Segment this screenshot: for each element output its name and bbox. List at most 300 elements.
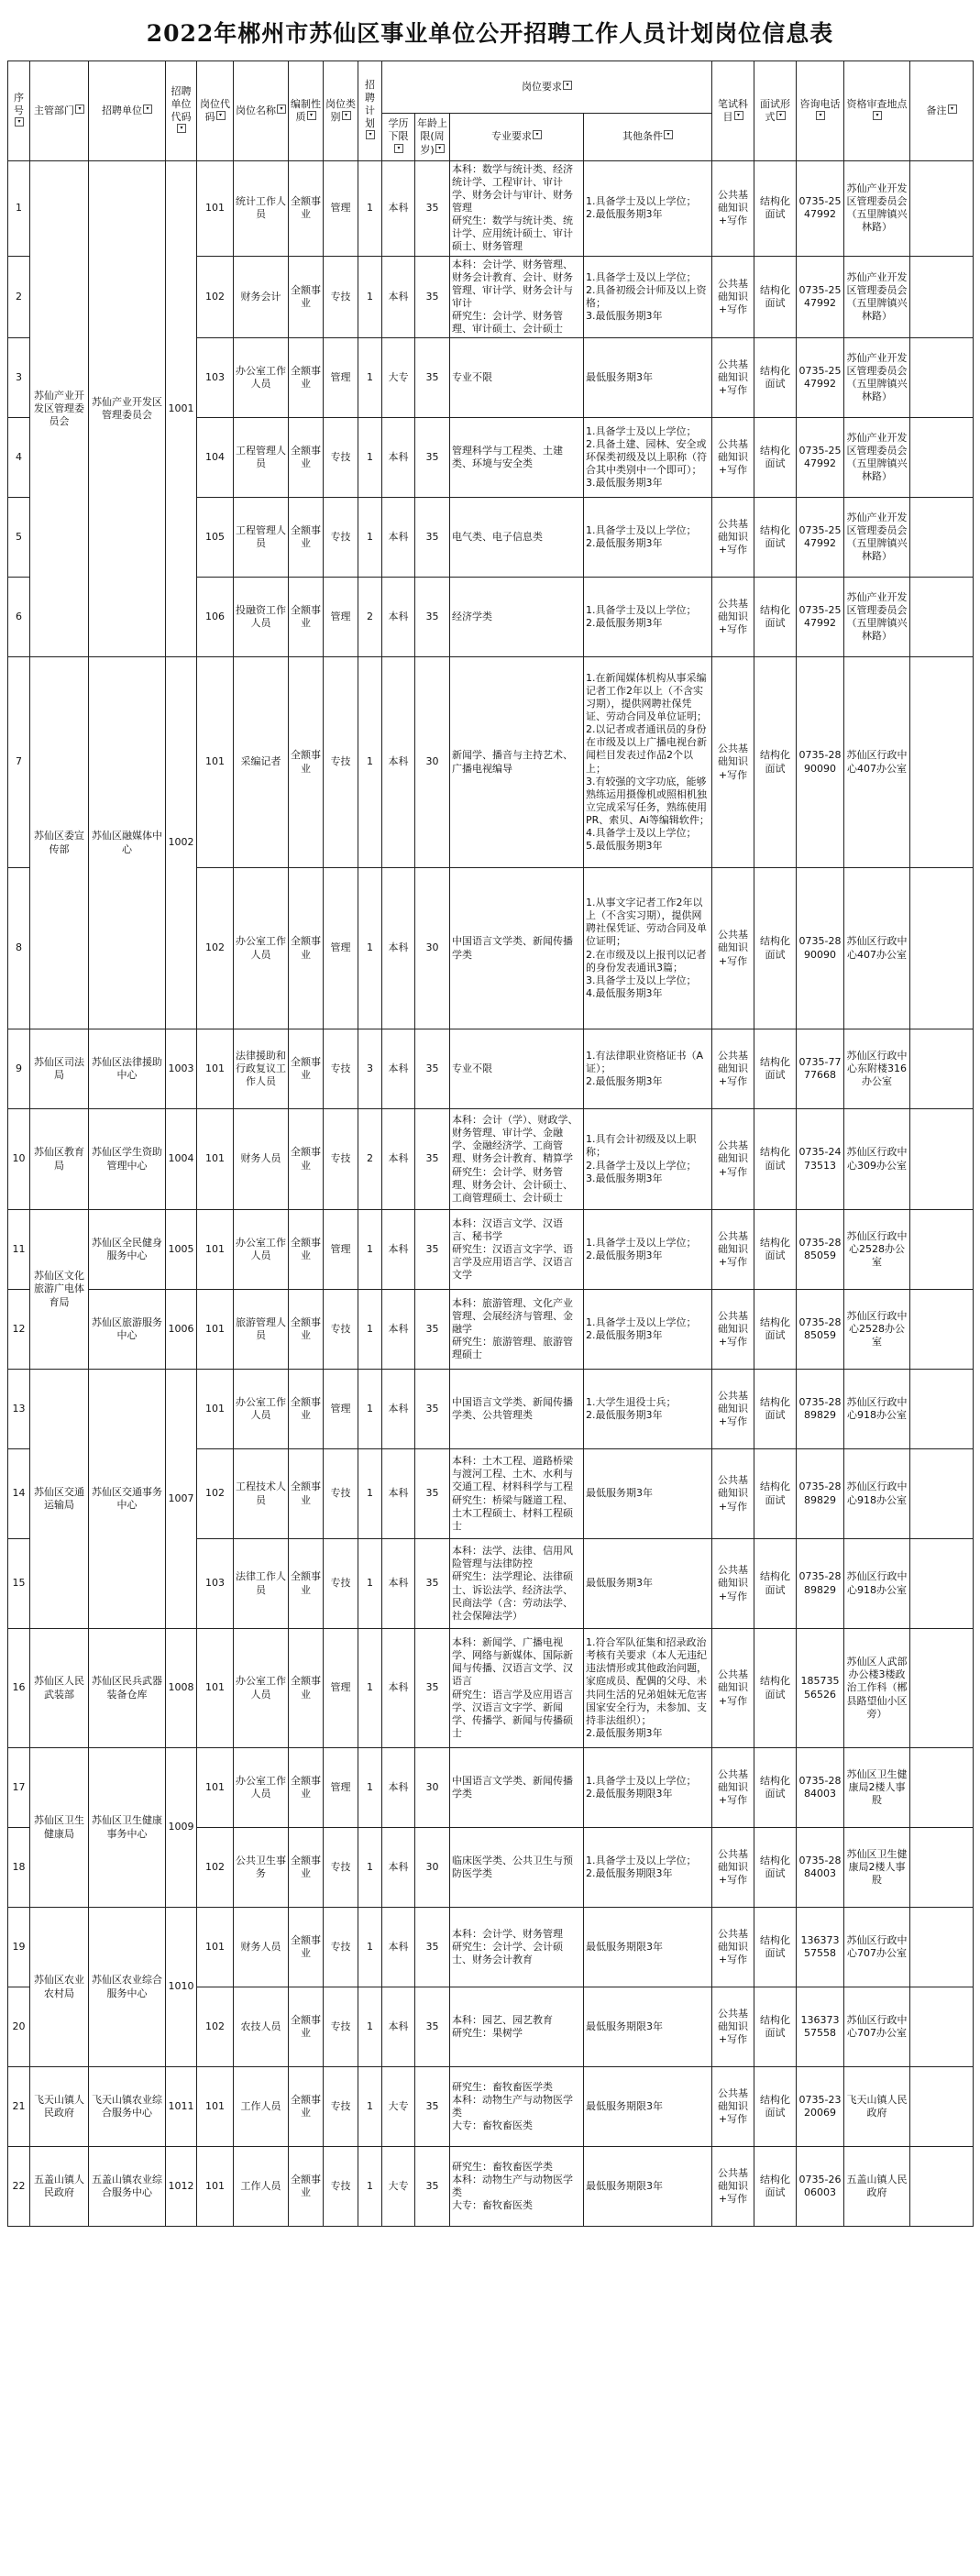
cell-age: 35 [415, 1109, 450, 1210]
cell-dept: 苏仙区文化旅游广电体育局 [30, 1210, 89, 1370]
cell-interview: 结构化面试 [754, 578, 797, 657]
cell-written: 公共基础知识+写作 [712, 1748, 754, 1828]
cell-seq: 17 [8, 1748, 30, 1828]
cell-interview: 结构化面试 [754, 498, 797, 578]
cell-plan: 2 [358, 1109, 382, 1210]
cell-category: 管理 [324, 578, 358, 657]
cell-edu: 本科 [382, 1370, 415, 1449]
cell-plan: 1 [358, 161, 382, 257]
cell-edu: 大专 [382, 338, 415, 418]
cell-phone: 0735-7777668 [797, 1029, 844, 1109]
document-page [7, 7, 973, 2569]
cell-review: 苏仙区行政中心2528办公室 [844, 1290, 910, 1370]
cell-interview: 结构化面试 [754, 1449, 797, 1539]
cell-dept: 苏仙区委宣传部 [30, 657, 89, 1029]
cell-phone: 13637357558 [797, 1987, 844, 2067]
cell-interview: 结构化面试 [754, 338, 797, 418]
cell-unit-code: 1005 [166, 1210, 197, 1290]
cell-pos-name: 财务人员 [234, 1109, 289, 1210]
cell-unit-code: 1008 [166, 1629, 197, 1748]
cell-other: 1.符合军队征集和招录政治考核有关要求（本人无违纪违法情形或其他政治问题，家庭成员、配偶的父母、未共同生活的兄弟姐妹无危害国家安全行为，未参加、支持非法组织）； 2.最低服务期3年 [584, 1629, 712, 1748]
cell-phone: 0735-2547992 [797, 418, 844, 498]
cell-other: 1.具备学士及以上学位； 2.最低服务期3年 [584, 578, 712, 657]
cell-seq: 20 [8, 1987, 30, 2067]
table-row [8, 1370, 974, 1449]
cell-seq: 18 [8, 1828, 30, 1908]
cell-edu: 大专 [382, 2067, 415, 2147]
cell-note [910, 2067, 974, 2147]
cell-dept: 苏仙区教育局 [30, 1109, 89, 1210]
cell-interview: 结构化面试 [754, 1908, 797, 1987]
cell-unit-code: 1002 [166, 657, 197, 1029]
cell-unit-code: 1010 [166, 1908, 197, 2067]
cell-pos-code: 101 [197, 1109, 234, 1210]
cell-pos-name: 办公室工作人员 [234, 1370, 289, 1449]
cell-plan: 1 [358, 338, 382, 418]
header-review: 资格审查地点▾ [844, 61, 910, 161]
cell-note [910, 1828, 974, 1908]
cell-review: 苏仙区行政中心407办公室 [844, 657, 910, 868]
cell-major: 本科：旅游管理、文化产业管理、会展经济与管理、金融学 研究生：旅游管理、旅游管理硕士 [450, 1290, 584, 1370]
cell-seq: 12 [8, 1290, 30, 1370]
cell-unit-code: 1007 [166, 1370, 197, 1629]
cell-note [910, 1908, 974, 1987]
cell-note [910, 1029, 974, 1109]
cell-written: 公共基础知识+写作 [712, 1539, 754, 1629]
cell-plan: 3 [358, 1029, 382, 1109]
cell-nature: 全额事业 [289, 1449, 324, 1539]
cell-edu: 本科 [382, 1210, 415, 1290]
cell-category: 管理 [324, 1210, 358, 1290]
cell-unit: 苏仙区融媒体中心 [89, 657, 166, 1029]
cell-age: 35 [415, 161, 450, 257]
cell-age: 30 [415, 1748, 450, 1828]
header-seq: 序号▾ [8, 61, 30, 161]
cell-interview: 结构化面试 [754, 1987, 797, 2067]
cell-unit: 苏仙区交通事务中心 [89, 1370, 166, 1629]
cell-dept: 苏仙区农业农村局 [30, 1908, 89, 2067]
cell-major: 本科：会计（学）、财政学、财务管理、审计学、金融学、金融经济学、工商管理、财务会计教育、精算学 研究生：会计学、财务管理、财务会计、会计硕士、工商管理硕士、会计硕士 [450, 1109, 584, 1210]
cell-plan: 1 [358, 1539, 382, 1629]
cell-unit: 飞天山镇农业综合服务中心 [89, 2067, 166, 2147]
cell-pos-name: 办公室工作人员 [234, 1748, 289, 1828]
cell-phone: 13637357558 [797, 1908, 844, 1987]
cell-edu: 本科 [382, 256, 415, 337]
cell-pos-code: 101 [197, 1748, 234, 1828]
header-other: 其他条件 ▾ [584, 114, 712, 161]
table-body [8, 161, 974, 2227]
cell-pos-name: 办公室工作人员 [234, 1210, 289, 1290]
cell-written: 公共基础知识+写作 [712, 2067, 754, 2147]
cell-pos-name: 法律援助和行政复议工作人员 [234, 1029, 289, 1109]
table-row [8, 1629, 974, 1748]
cell-age: 35 [415, 1908, 450, 1987]
cell-written: 公共基础知识+写作 [712, 1629, 754, 1748]
cell-note [910, 1987, 974, 2067]
cell-seq: 22 [8, 2147, 30, 2227]
cell-edu: 本科 [382, 1109, 415, 1210]
cell-review: 苏仙产业开发区管理委员会（五里牌镇兴林路） [844, 498, 910, 578]
cell-other: 最低服务期限3年 [584, 2067, 712, 2147]
cell-phone: 0735-2547992 [797, 578, 844, 657]
cell-category: 管理 [324, 1629, 358, 1748]
cell-pos-code: 102 [197, 256, 234, 337]
cell-interview: 结构化面试 [754, 256, 797, 337]
cell-dept: 苏仙产业开发区管理委员会 [30, 161, 89, 657]
cell-note [910, 498, 974, 578]
cell-interview: 结构化面试 [754, 1370, 797, 1449]
cell-nature: 全额事业 [289, 578, 324, 657]
cell-review: 苏仙产业开发区管理委员会（五里牌镇兴林路） [844, 338, 910, 418]
cell-note [910, 161, 974, 257]
cell-nature: 全额事业 [289, 1370, 324, 1449]
cell-review: 苏仙区行政中心东附楼316办公室 [844, 1029, 910, 1109]
cell-plan: 1 [358, 1370, 382, 1449]
cell-written: 公共基础知识+写作 [712, 1828, 754, 1908]
cell-seq: 4 [8, 418, 30, 498]
cell-phone: 0735-2890090 [797, 657, 844, 868]
cell-other: 1.具备学士及以上学位； 2.具备土建、园林、安全或环保类初级及以上职称（符合其中类别中一个即可）； 3.最低服务期3年 [584, 418, 712, 498]
cell-note [910, 1109, 974, 1210]
cell-nature: 全额事业 [289, 418, 324, 498]
cell-written: 公共基础知识+写作 [712, 1290, 754, 1370]
cell-written: 公共基础知识+写作 [712, 1109, 754, 1210]
cell-phone: 0735-2889829 [797, 1449, 844, 1539]
cell-review: 苏仙区行政中心707办公室 [844, 1987, 910, 2067]
cell-written: 公共基础知识+写作 [712, 1449, 754, 1539]
cell-other: 1.有法律职业资格证书（A证）； 2.最低服务期3年 [584, 1029, 712, 1109]
cell-age: 35 [415, 256, 450, 337]
cell-age: 35 [415, 1290, 450, 1370]
cell-review: 五盖山镇人民政府 [844, 2147, 910, 2227]
cell-other: 最低服务期3年 [584, 1449, 712, 1539]
cell-phone: 0735-2890090 [797, 868, 844, 1029]
cell-edu: 大专 [382, 2147, 415, 2227]
cell-seq: 6 [8, 578, 30, 657]
cell-written: 公共基础知识+写作 [712, 2147, 754, 2227]
cell-other: 最低服务期限3年 [584, 1908, 712, 1987]
cell-other: 1.具备学士及以上学位； 2.最低服务期限3年 [584, 1828, 712, 1908]
cell-pos-name: 旅游管理人员 [234, 1290, 289, 1370]
cell-seq: 16 [8, 1629, 30, 1748]
cell-edu: 本科 [382, 1828, 415, 1908]
cell-phone: 0735-2547992 [797, 338, 844, 418]
cell-pos-code: 103 [197, 338, 234, 418]
cell-nature: 全额事业 [289, 2067, 324, 2147]
cell-major: 中国语言文学类、新闻传播学类 [450, 1748, 584, 1828]
cell-other: 1.大学生退役士兵； 2.最低服务期3年 [584, 1370, 712, 1449]
cell-pos-code: 102 [197, 868, 234, 1029]
cell-category: 专技 [324, 1449, 358, 1539]
cell-major: 研究生：畜牧畜医学类 本科：动物生产与动物医学类 大专：畜牧畜医类 [450, 2067, 584, 2147]
cell-other: 1.具备学士及以上学位； 2.最低服务期限3年 [584, 1748, 712, 1828]
cell-edu: 本科 [382, 578, 415, 657]
cell-nature: 全额事业 [289, 161, 324, 257]
cell-pos-name: 统计工作人员 [234, 161, 289, 257]
cell-pos-code: 101 [197, 1290, 234, 1370]
cell-seq: 15 [8, 1539, 30, 1629]
cell-interview: 结构化面试 [754, 418, 797, 498]
cell-age: 30 [415, 1828, 450, 1908]
cell-other: 1.具备学士及以上学位； 2.具备初级会计师及以上资格； 3.最低服务期3年 [584, 256, 712, 337]
cell-nature: 全额事业 [289, 1029, 324, 1109]
cell-interview: 结构化面试 [754, 1290, 797, 1370]
cell-written: 公共基础知识+写作 [712, 1029, 754, 1109]
cell-plan: 1 [358, 1210, 382, 1290]
page-title: 2022年郴州市苏仙区事业单位公开招聘工作人员计划岗位信息表 [146, 20, 834, 47]
table-row [8, 1109, 974, 1210]
cell-nature: 全额事业 [289, 1987, 324, 2067]
cell-edu: 本科 [382, 1449, 415, 1539]
cell-edu: 本科 [382, 418, 415, 498]
cell-phone: 0735-2884003 [797, 1748, 844, 1828]
cell-edu: 本科 [382, 161, 415, 257]
cell-pos-code: 101 [197, 161, 234, 257]
header-interview: 面试形式 ▾ [754, 61, 797, 161]
cell-unit: 苏仙产业开发区管理委员会 [89, 161, 166, 657]
header-dept: 主管部门 ▾ [30, 61, 89, 161]
cell-interview: 结构化面试 [754, 2067, 797, 2147]
cell-pos-code: 106 [197, 578, 234, 657]
header-plan: 招聘计划▾ [358, 61, 382, 161]
cell-seq: 2 [8, 256, 30, 337]
cell-category: 专技 [324, 498, 358, 578]
cell-review: 苏仙产业开发区管理委员会（五里牌镇兴林路） [844, 418, 910, 498]
cell-nature: 全额事业 [289, 338, 324, 418]
cell-dept: 飞天山镇人民政府 [30, 2067, 89, 2147]
cell-phone: 0735-2884003 [797, 1828, 844, 1908]
cell-pos-code: 103 [197, 1539, 234, 1629]
cell-age: 35 [415, 578, 450, 657]
cell-other: 最低服务期限3年 [584, 1987, 712, 2067]
cell-pos-name: 办公室工作人员 [234, 338, 289, 418]
cell-plan: 1 [358, 868, 382, 1029]
cell-pos-name: 工程管理人员 [234, 418, 289, 498]
cell-major: 本科：土木工程、道路桥梁与渡河工程、土木、水利与交通工程、材料科学与工程 研究生：桥梁与隧道工程、土木工程硕士、材料工程硕士 [450, 1449, 584, 1539]
cell-other: 1.具备学士及以上学位； 2.最低服务期3年 [584, 1210, 712, 1290]
cell-written: 公共基础知识+写作 [712, 657, 754, 868]
cell-category: 专技 [324, 2067, 358, 2147]
cell-written: 公共基础知识+写作 [712, 418, 754, 498]
header-phone: 咨询电话▾ [797, 61, 844, 161]
cell-nature: 全额事业 [289, 868, 324, 1029]
header-pos-name: 岗位名称 ▾ [234, 61, 289, 161]
cell-review: 苏仙产业开发区管理委员会（五里牌镇兴林路） [844, 578, 910, 657]
cell-seq: 8 [8, 868, 30, 1029]
cell-written: 公共基础知识+写作 [712, 1987, 754, 2067]
cell-plan: 1 [358, 418, 382, 498]
cell-note [910, 1370, 974, 1449]
header-note: 备注 ▾ [910, 61, 974, 161]
cell-nature: 全额事业 [289, 1109, 324, 1210]
cell-pos-code: 102 [197, 1449, 234, 1539]
cell-unit: 苏仙区民兵武器装备仓库 [89, 1629, 166, 1748]
cell-age: 35 [415, 1987, 450, 2067]
cell-other: 最低服务期限3年 [584, 2147, 712, 2227]
cell-seq: 1 [8, 161, 30, 257]
table-row [8, 1748, 974, 1828]
cell-major: 管理科学与工程类、土建类、环境与安全类 [450, 418, 584, 498]
cell-other: 最低服务期3年 [584, 338, 712, 418]
cell-review: 苏仙区行政中心309办公室 [844, 1109, 910, 1210]
cell-nature: 全额事业 [289, 2147, 324, 2227]
cell-seq: 13 [8, 1370, 30, 1449]
cell-interview: 结构化面试 [754, 1748, 797, 1828]
cell-category: 专技 [324, 418, 358, 498]
cell-plan: 1 [358, 657, 382, 868]
cell-major: 本科：汉语言文学、汉语言、秘书学 研究生：汉语言文字学、语言学及应用语言学、汉语言文学 [450, 1210, 584, 1290]
cell-pos-name: 公共卫生事务 [234, 1828, 289, 1908]
header-pos-code: 岗位代码 ▾ [197, 61, 234, 161]
cell-major: 电气类、电子信息类 [450, 498, 584, 578]
cell-major: 本科：新闻学、广播电视学、网络与新媒体、国际新闻与传播、汉语言文学、汉语言 研究生：语言学及应用语言学、汉语言文字学、新闻学、传播学、新闻与传播硕士 [450, 1629, 584, 1748]
cell-pos-code: 101 [197, 1629, 234, 1748]
cell-age: 35 [415, 498, 450, 578]
header-written: 笔试科目 ▾ [712, 61, 754, 161]
cell-age: 35 [415, 1210, 450, 1290]
cell-seq: 11 [8, 1210, 30, 1290]
cell-phone: 0735-2547992 [797, 498, 844, 578]
cell-category: 管理 [324, 1370, 358, 1449]
cell-age: 35 [415, 1370, 450, 1449]
cell-age: 35 [415, 1629, 450, 1748]
table-row [8, 657, 974, 868]
cell-pos-name: 投融资工作人员 [234, 578, 289, 657]
cell-written: 公共基础知识+写作 [712, 256, 754, 337]
cell-plan: 1 [358, 1449, 382, 1539]
cell-unit-code: 1001 [166, 161, 197, 657]
cell-note [910, 1629, 974, 1748]
cell-unit-code: 1003 [166, 1029, 197, 1109]
cell-note [910, 1290, 974, 1370]
cell-nature: 全额事业 [289, 498, 324, 578]
cell-phone: 0735-2547992 [797, 256, 844, 337]
table-row [8, 1029, 974, 1109]
cell-seq: 7 [8, 657, 30, 868]
cell-major: 本科：法学、法律、信用风险管理与法律防控 研究生：法学理论、法律硕士、诉讼法学、经济法学、民商法学（含：劳动法学、社会保障法学） [450, 1539, 584, 1629]
cell-edu: 本科 [382, 868, 415, 1029]
cell-category: 专技 [324, 2147, 358, 2227]
cell-seq: 9 [8, 1029, 30, 1109]
cell-pos-code: 105 [197, 498, 234, 578]
header-category: 岗位类别 ▾ [324, 61, 358, 161]
cell-category: 管理 [324, 161, 358, 257]
cell-note [910, 1539, 974, 1629]
cell-pos-name: 工作人员 [234, 2147, 289, 2227]
cell-age: 30 [415, 657, 450, 868]
header-nature: 编制性质 ▾ [289, 61, 324, 161]
cell-interview: 结构化面试 [754, 657, 797, 868]
cell-age: 35 [415, 1539, 450, 1629]
cell-unit: 苏仙区卫生健康事务中心 [89, 1748, 166, 1908]
cell-unit-code: 1006 [166, 1290, 197, 1370]
cell-nature: 全额事业 [289, 1629, 324, 1748]
cell-edu: 本科 [382, 1290, 415, 1370]
cell-major: 专业不限 [450, 338, 584, 418]
cell-age: 35 [415, 418, 450, 498]
cell-seq: 10 [8, 1109, 30, 1210]
cell-review: 苏仙区行政中心918办公室 [844, 1539, 910, 1629]
cell-plan: 1 [358, 2067, 382, 2147]
cell-unit-code: 1011 [166, 2067, 197, 2147]
cell-nature: 全额事业 [289, 1748, 324, 1828]
cell-category: 专技 [324, 1828, 358, 1908]
cell-age: 35 [415, 1029, 450, 1109]
cell-category: 管理 [324, 868, 358, 1029]
cell-pos-code: 101 [197, 2067, 234, 2147]
cell-phone: 0735-2547992 [797, 161, 844, 257]
table-row [8, 161, 974, 257]
cell-written: 公共基础知识+写作 [712, 578, 754, 657]
cell-pos-name: 工程管理人员 [234, 498, 289, 578]
cell-written: 公共基础知识+写作 [712, 498, 754, 578]
cell-interview: 结构化面试 [754, 1109, 797, 1210]
cell-unit-code: 1009 [166, 1748, 197, 1908]
cell-other: 最低服务期3年 [584, 1539, 712, 1629]
cell-review: 飞天山镇人民政府 [844, 2067, 910, 2147]
table-row [8, 2147, 974, 2227]
cell-review: 苏仙区行政中心918办公室 [844, 1449, 910, 1539]
cell-major: 本科：数学与统计类、经济统计学、工程审计、审计学、财务会计与审计、财务管理 研究生：数学与统计类、统计学、应用统计硕士、审计硕士、财务管理 [450, 161, 584, 257]
cell-unit: 苏仙区旅游服务中心 [89, 1290, 166, 1370]
cell-written: 公共基础知识+写作 [712, 1370, 754, 1449]
cell-plan: 1 [358, 256, 382, 337]
cell-pos-name: 采编记者 [234, 657, 289, 868]
cell-edu: 本科 [382, 1748, 415, 1828]
cell-pos-name: 财务人员 [234, 1908, 289, 1987]
cell-review: 苏仙区人武部办公楼3楼政治工作科（郴县路望仙小区旁） [844, 1629, 910, 1748]
cell-note [910, 418, 974, 498]
cell-edu: 本科 [382, 1987, 415, 2067]
cell-major: 专业不限 [450, 1029, 584, 1109]
table-row [8, 1908, 974, 1987]
cell-seq: 5 [8, 498, 30, 578]
cell-phone: 0735-2885059 [797, 1290, 844, 1370]
cell-major: 经济学类 [450, 578, 584, 657]
cell-other: 1.具备学士及以上学位； 2.最低服务期3年 [584, 498, 712, 578]
cell-unit: 五盖山镇农业综合服务中心 [89, 2147, 166, 2227]
cell-major: 研究生：畜牧畜医学类 本科：动物生产与动物医学类 大专：畜牧畜医类 [450, 2147, 584, 2227]
cell-note [910, 256, 974, 337]
cell-note [910, 578, 974, 657]
cell-phone: 0735-2885059 [797, 1210, 844, 1290]
cell-pos-name: 办公室工作人员 [234, 868, 289, 1029]
cell-pos-code: 101 [197, 1908, 234, 1987]
header-age: 年龄上限(周岁) ▾ [415, 114, 450, 161]
header-edu: 学历下限▾ [382, 114, 415, 161]
header-requirements: 岗位要求 ▾ [382, 61, 712, 114]
cell-pos-name: 农技人员 [234, 1987, 289, 2067]
cell-unit-code: 1012 [166, 2147, 197, 2227]
cell-major: 临床医学类、公共卫生与预防医学类 [450, 1828, 584, 1908]
cell-note [910, 338, 974, 418]
cell-age: 35 [415, 2147, 450, 2227]
header-major: 专业要求 ▾ [450, 114, 584, 161]
cell-pos-code: 102 [197, 1987, 234, 2067]
cell-unit: 苏仙区农业综合服务中心 [89, 1908, 166, 2067]
cell-unit: 苏仙区全民健身服务中心 [89, 1210, 166, 1290]
cell-category: 专技 [324, 256, 358, 337]
cell-nature: 全额事业 [289, 1539, 324, 1629]
cell-pos-name: 工程技术人员 [234, 1449, 289, 1539]
cell-category: 管理 [324, 338, 358, 418]
cell-nature: 全额事业 [289, 1290, 324, 1370]
cell-edu: 本科 [382, 657, 415, 868]
cell-seq: 14 [8, 1449, 30, 1539]
cell-other: 1.在新闻媒体机构从事采编记者工作2年以上（不含实习期），提供网聘社保凭证、劳动合同及单位证明； 2.以记者或者通讯员的身份在市级及以上广播电视台新闻栏目发表过作品2个以上； 3.有较强的文字功底，能够熟练运用摄像机或照相机独立完成采写任务，熟练使用PR、索贝、Ai等编辑软件； 4.具备学士及以上学位； 5.最低服务期3年 [584, 657, 712, 868]
cell-phone: 0735-2889829 [797, 1539, 844, 1629]
cell-dept: 苏仙区卫生健康局 [30, 1748, 89, 1908]
